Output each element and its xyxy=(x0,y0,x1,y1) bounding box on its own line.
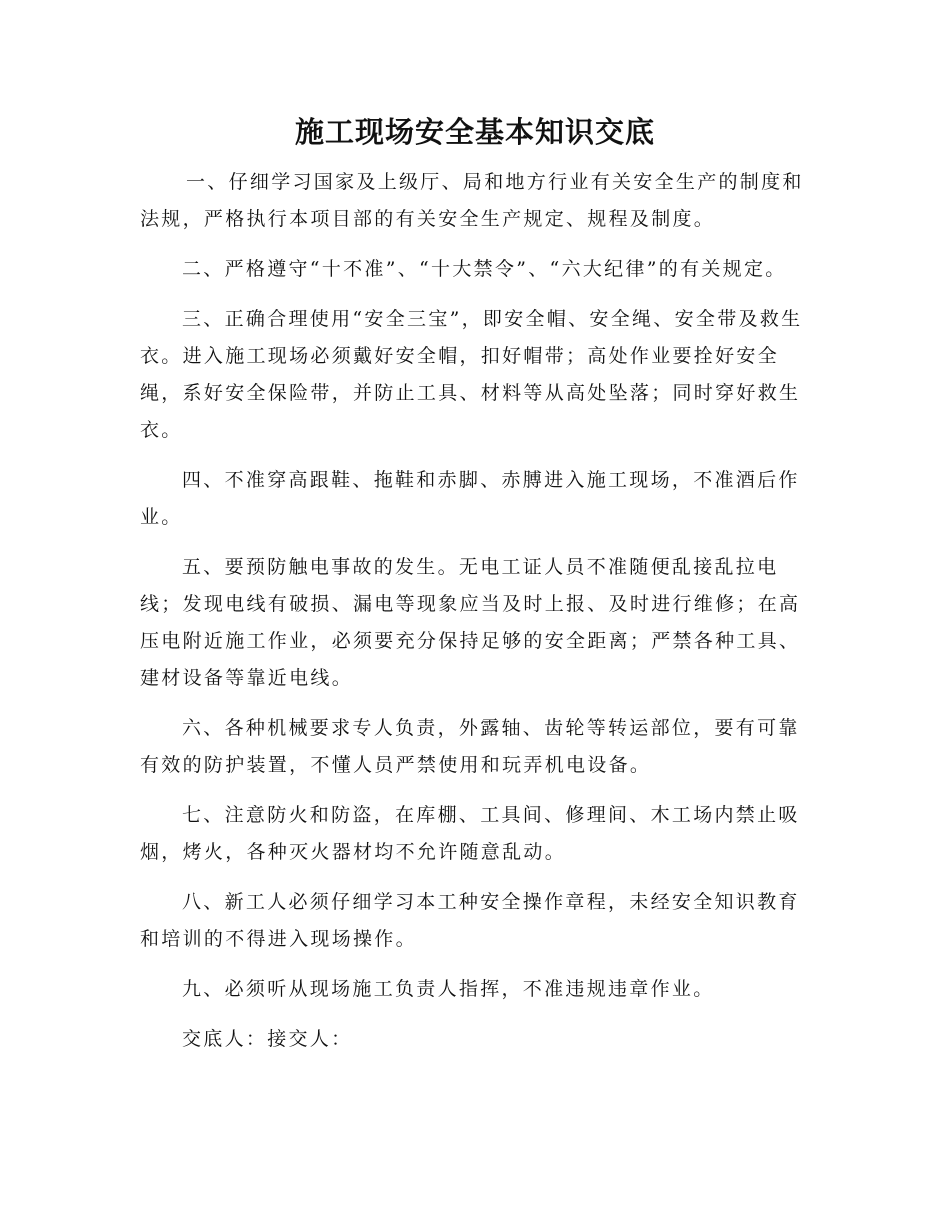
signature-line: 交底人：接交人： xyxy=(182,1028,353,1050)
paragraph-3: 三、正确合理使用“安全三宝”，即安全帽、安全绳、安全带及救生衣。进入施工现场必须戴好安全帽，扣好帽带；高处作业要拴好安全绳，系好安全保险带，并防止工具、材料等从高处坠落；同时穿好救生衣。 xyxy=(140,308,803,441)
paragraph-8: 八、新工人必须仔细学习本工种安全操作章程，未经安全知识教育和培训的不得进入现场操作。 xyxy=(140,891,800,950)
paragraph-2: 二、严格遵守“十不准”、“十大禁令”、“六大纪律”的有关规定。 xyxy=(182,258,787,280)
paragraph-7: 七、注意防火和防盗，在库棚、工具间、修理间、木工场内禁止吸烟，烤火，各种灭火器材均不允许随意乱动。 xyxy=(140,804,800,863)
paragraph-6: 六、各种机械要求专人负责，外露轴、齿轮等转运部位，要有可靠有效的防护装置，不懂人员严禁使用和玩弄机电设备。 xyxy=(140,717,800,776)
paragraph-1: 一、仔细学习国家及上级厅、局和地方行业有关安全生产的制度和法规，严格执行本项目部的有关安全生产规定、规程及制度。 xyxy=(140,171,804,230)
paragraph-5: 五、要预防触电事故的发生。无电工证人员不准随便乱接乱拉电线；发现电线有破损、漏电等现象应当及时上报、及时进行维修；在高压电附近施工作业，必须要充分保持足够的安全距离；严禁各种工具、建材设备等靠近电线。 xyxy=(140,556,801,689)
paragraph-4: 四、不准穿高跟鞋、拖鞋和赤脚、赤膊进入施工现场，不准酒后作业。 xyxy=(140,469,800,528)
document-title: 施工现场安全基本知识交底 xyxy=(294,115,655,149)
paragraph-9: 九、必须听从现场施工负责人指挥，不准违规违章作业。 xyxy=(182,978,715,1000)
document-body xyxy=(140,164,810,1058)
